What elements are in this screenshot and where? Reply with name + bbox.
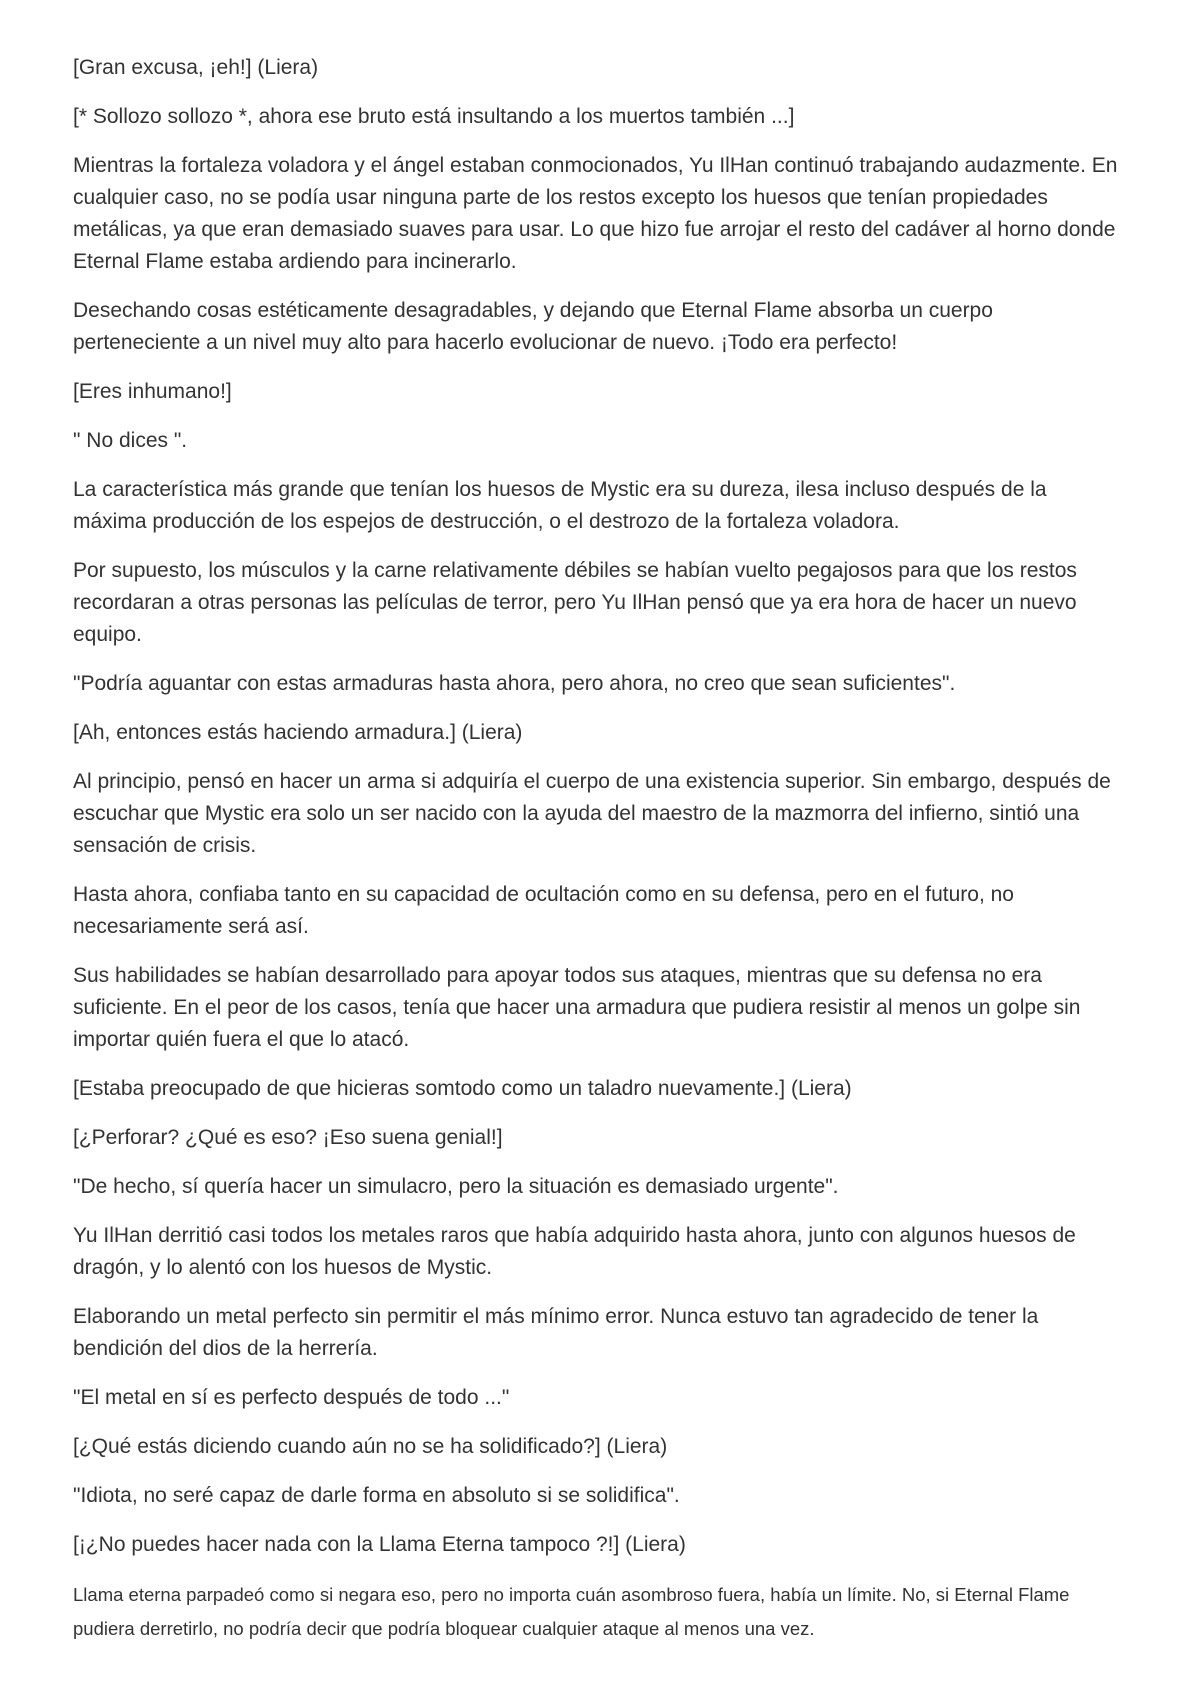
paragraph-12: Hasta ahora, confiaba tanto en su capacidad de ocultación como en su defensa, pero en el futuro, no necesariamente será así. xyxy=(73,883,1014,938)
paragraph-4: Desechando cosas estéticamente desagradables, y dejando que Eternal Flame absorba un cuerpo perteneciente a un nivel muy alto para hacerlo evolucionar de nuevo. ¡Todo era perfecto! xyxy=(73,299,993,354)
paragraph-17: Yu IlHan derritió casi todos los metales raros que había adquirido hasta ahora, junto con algunos huesos de dragón, y lo alentó con los huesos de Mystic. xyxy=(73,1224,1076,1279)
paragraph-5: [Eres inhumano!] xyxy=(73,380,232,403)
paragraph-2: [* Sollozo sollozo *, ahora ese bruto está insultando a los muertos también ...] xyxy=(73,105,795,128)
paragraph-22: [¡¿No puedes hacer nada con la Llama Eterna tampoco ?!] (Liera) xyxy=(73,1533,686,1556)
paragraph-8: Por supuesto, los músculos y la carne relativamente débiles se habían vuelto pegajosos para que los restos recordaran a otras personas las películas de terror, pero Yu IlHan pensó que ya era hora de hacer un nuevo equipo. xyxy=(73,559,1077,646)
paragraph-13: Sus habilidades se habían desarrollado para apoyar todos sus ataques, mientras que su defensa no era suficiente. En el peor de los casos, tenía que hacer una armadura que pudiera resistir al menos un golpe sin importar quién fuera el que lo atacó. xyxy=(73,964,1081,1051)
paragraph-9: "Podría aguantar con estas armaduras hasta ahora, pero ahora, no creo que sean suficientes". xyxy=(73,672,956,695)
paragraph-16: "De hecho, sí quería hacer un simulacro, pero la situación es demasiado urgente". xyxy=(73,1175,839,1198)
paragraph-3: Mientras la fortaleza voladora y el ángel estaban conmocionados, Yu IlHan continuó trabajando audazmente. En cualquier caso, no se podía usar ninguna parte de los restos excepto los huesos que tenían propiedades metálicas, ya que eran demasiado suaves para usar. Lo que hizo fue arrojar el resto del cadáver al horno donde Eternal Flame estaba ardiendo para incinerarlo. xyxy=(73,154,1118,273)
paragraph-20: [¿Qué estás diciendo cuando aún no se ha solidificado?] (Liera) xyxy=(73,1435,668,1458)
paragraph-10: [Ah, entonces estás haciendo armadura.] (Liera) xyxy=(73,721,523,744)
document-body xyxy=(73,52,1123,1663)
paragraph-19: "El metal en sí es perfecto después de todo ..." xyxy=(73,1386,510,1409)
paragraph-15: [¿Perforar? ¿Qué es eso? ¡Eso suena genial!] xyxy=(73,1126,503,1149)
paragraph-21: "Idiota, no seré capaz de darle forma en absoluto si se solidifica". xyxy=(73,1484,680,1507)
paragraph-18: Elaborando un metal perfecto sin permitir el más mínimo error. Nunca estuvo tan agradecido de tener la bendición del dios de la herrería. xyxy=(73,1305,1039,1360)
paragraph-14: [Estaba preocupado de que hicieras somtodo como un taladro nuevamente.] (Liera) xyxy=(73,1077,852,1100)
paragraph-11: Al principio, pensó en hacer un arma si adquiría el cuerpo de una existencia superior. Sin embargo, después de escuchar que Mystic era solo un ser nacido con la ayuda del maestro de la mazmorra del infierno, sintió una sensación de crisis. xyxy=(73,770,1111,857)
paragraph-6: " No dices ". xyxy=(73,429,188,452)
paragraph-23: Llama eterna parpadeó como si negara eso, pero no importa cuán asombroso fuera, había un límite. No, si Eternal Flame pudiera derretirlo, no podría decir que podría bloquear cualquier ataque al menos una vez. xyxy=(73,1584,1070,1639)
paragraph-7: La característica más grande que tenían los huesos de Mystic era su dureza, ilesa incluso después de la máxima producción de los espejos de destrucción, o el destrozo de la fortaleza voladora. xyxy=(73,478,1047,533)
paragraph-1: [Gran excusa, ¡eh!] (Liera) xyxy=(73,56,319,79)
